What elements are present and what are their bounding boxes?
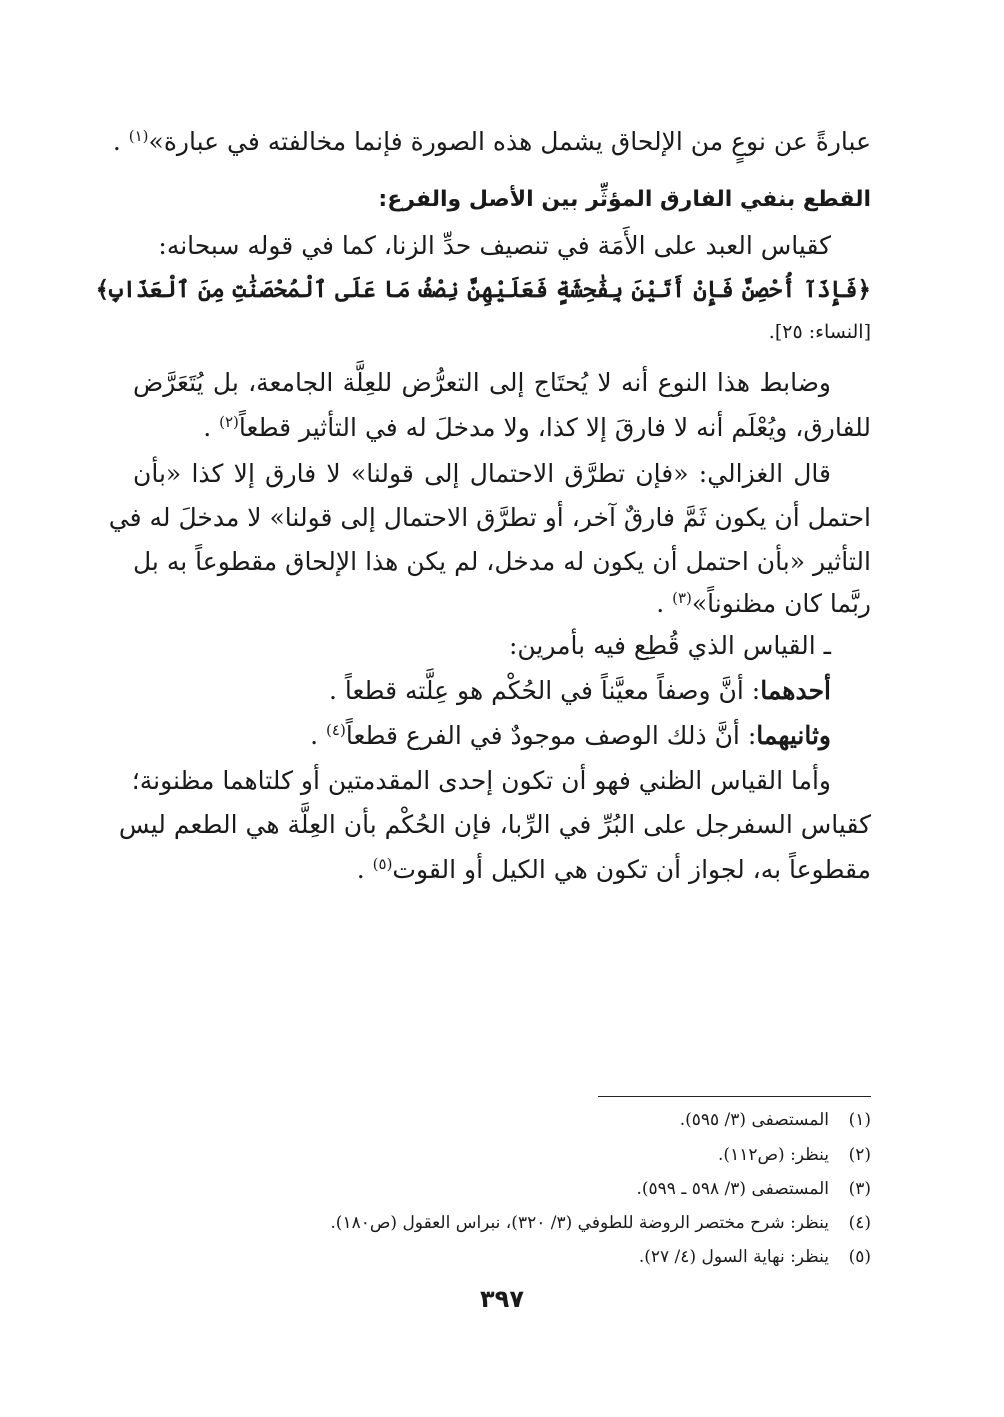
footnote-text: ينظر: شرح مختصر الروضة للطوفي (٣/ ٣٢٠)، نبراس العقول (ص١٨٠). (330, 1213, 829, 1233)
punctuation: . (356, 855, 373, 884)
body-line: كقياس العبد على الأَمَة في تنصيف حدِّ الزنا، كما في قوله سبحانه: (158, 231, 831, 260)
body-line (133, 852, 871, 888)
footnote-number: (١) (848, 1110, 871, 1130)
section-heading: القطع بنفي الفارق المؤثِّر بين الأصل والفرع: (378, 187, 871, 212)
body-text: مقطوعاً به، لجواز أن تكون هي الكيل أو القوت (392, 855, 871, 884)
footnote-ref: (٣) (672, 589, 692, 607)
footnote (133, 1211, 871, 1235)
footnote-ref: (٢) (219, 413, 239, 431)
body-line (133, 586, 871, 622)
body-text: للفارق، ويُعْلَم أنه لا فارقَ إلا كذا، ولا مدخلَ له في التأثير قطعاً (238, 413, 871, 442)
footnote (133, 1177, 871, 1201)
quran-verse: ﴿فَإِذَآ أُحْصِنَّ فَإِنْ أَتَيْنَ بِفَٰحِشَةٍ فَعَلَيْهِنَّ نِصْفُ مَا عَلَى ٱلْمُحْصَنَٰتِ مِنَ ٱلْعَذَابِ﴾ (95, 276, 871, 303)
body-line: قال الغزالي: «فإن تطرَّق الاحتمال إلى قولنا» لا فارق إلا كذا «بأن (133, 459, 831, 488)
footnote (133, 1143, 871, 1167)
footnote-number: (٣) (848, 1179, 871, 1199)
bold-label: أحدهما (760, 676, 831, 705)
footnote-separator (598, 1096, 871, 1097)
body-line: احتمل أن يكون ثَمَّ فارقٌ آخر، أو تطرَّق الاحتمال إلى قولنا» لا مدخلَ له في (108, 503, 871, 532)
footnote (133, 1108, 871, 1132)
body-line (112, 124, 871, 160)
punctuation: . (656, 589, 673, 618)
footnote-text: ينظر: (ص١١٢). (718, 1145, 829, 1165)
body-line: وضابط هذا النوع أنه لا يُحتَاج إلى التعرُّض للعِلَّة الجامعة، بل يُتَعَرَّض (133, 368, 831, 397)
body-line: كقياس السفرجل على البُرِّ في الرِّبا، فإن الحُكْم بأن العِلَّة هي الطعم ليس (118, 810, 871, 839)
footnote-ref: (٥) (372, 855, 393, 873)
body-line (133, 673, 871, 709)
punctuation: . (310, 721, 327, 750)
footnote-text: المستصفى (٣/ ٥٩٨ ـ ٥٩٩). (636, 1179, 829, 1199)
body-text: : أنَّ ذلك الوصف موجودٌ في الفرع قطعاً (345, 721, 757, 750)
footnote-ref: (٤) (326, 721, 346, 739)
footnote-number: (٥) (848, 1247, 871, 1267)
footnote-text: ينظر: نهاية السول (٤/ ٢٧). (638, 1247, 829, 1267)
body-line (133, 718, 871, 754)
bold-label: وثانيهما (756, 721, 831, 750)
body-text: : أنَّ وصفاً معيَّناً في الحُكْم هو عِلَّته قطعاً . (328, 676, 761, 705)
footnote-number: (٢) (848, 1145, 871, 1165)
body-text: ربَّما كان مظنوناً» (691, 589, 871, 618)
body-line: ـ القياس الذي قُطِع فيه بأمرين: (508, 631, 831, 660)
footnote (133, 1245, 871, 1269)
punctuation: . (112, 127, 129, 156)
punctuation: . (203, 413, 220, 442)
footnote-number: (٤) (848, 1213, 871, 1233)
page-number: ٣٩٧ (480, 1285, 524, 1313)
body-line: التأثير «بأن احتمل أن يكون له مدخل، لم يكن هذا الإلحاق مقطوعاً به بل (133, 547, 871, 576)
body-line: وأما القياس الظني فهو أن تكون إحدى المقدمتين أو كلتاهما مظنونة؛ (131, 766, 831, 795)
body-text: عبارةً عن نوعٍ من الإلحاق يشمل هذه الصورة فإنما مخالفته في عبارة» (148, 127, 871, 156)
verse-citation: [النساء: ٢٥]. (768, 321, 871, 343)
body-line (133, 410, 871, 446)
footnote-text: المستصفى (٣/ ٥٩٥). (679, 1110, 829, 1130)
footnote-ref: (١) (128, 127, 149, 145)
